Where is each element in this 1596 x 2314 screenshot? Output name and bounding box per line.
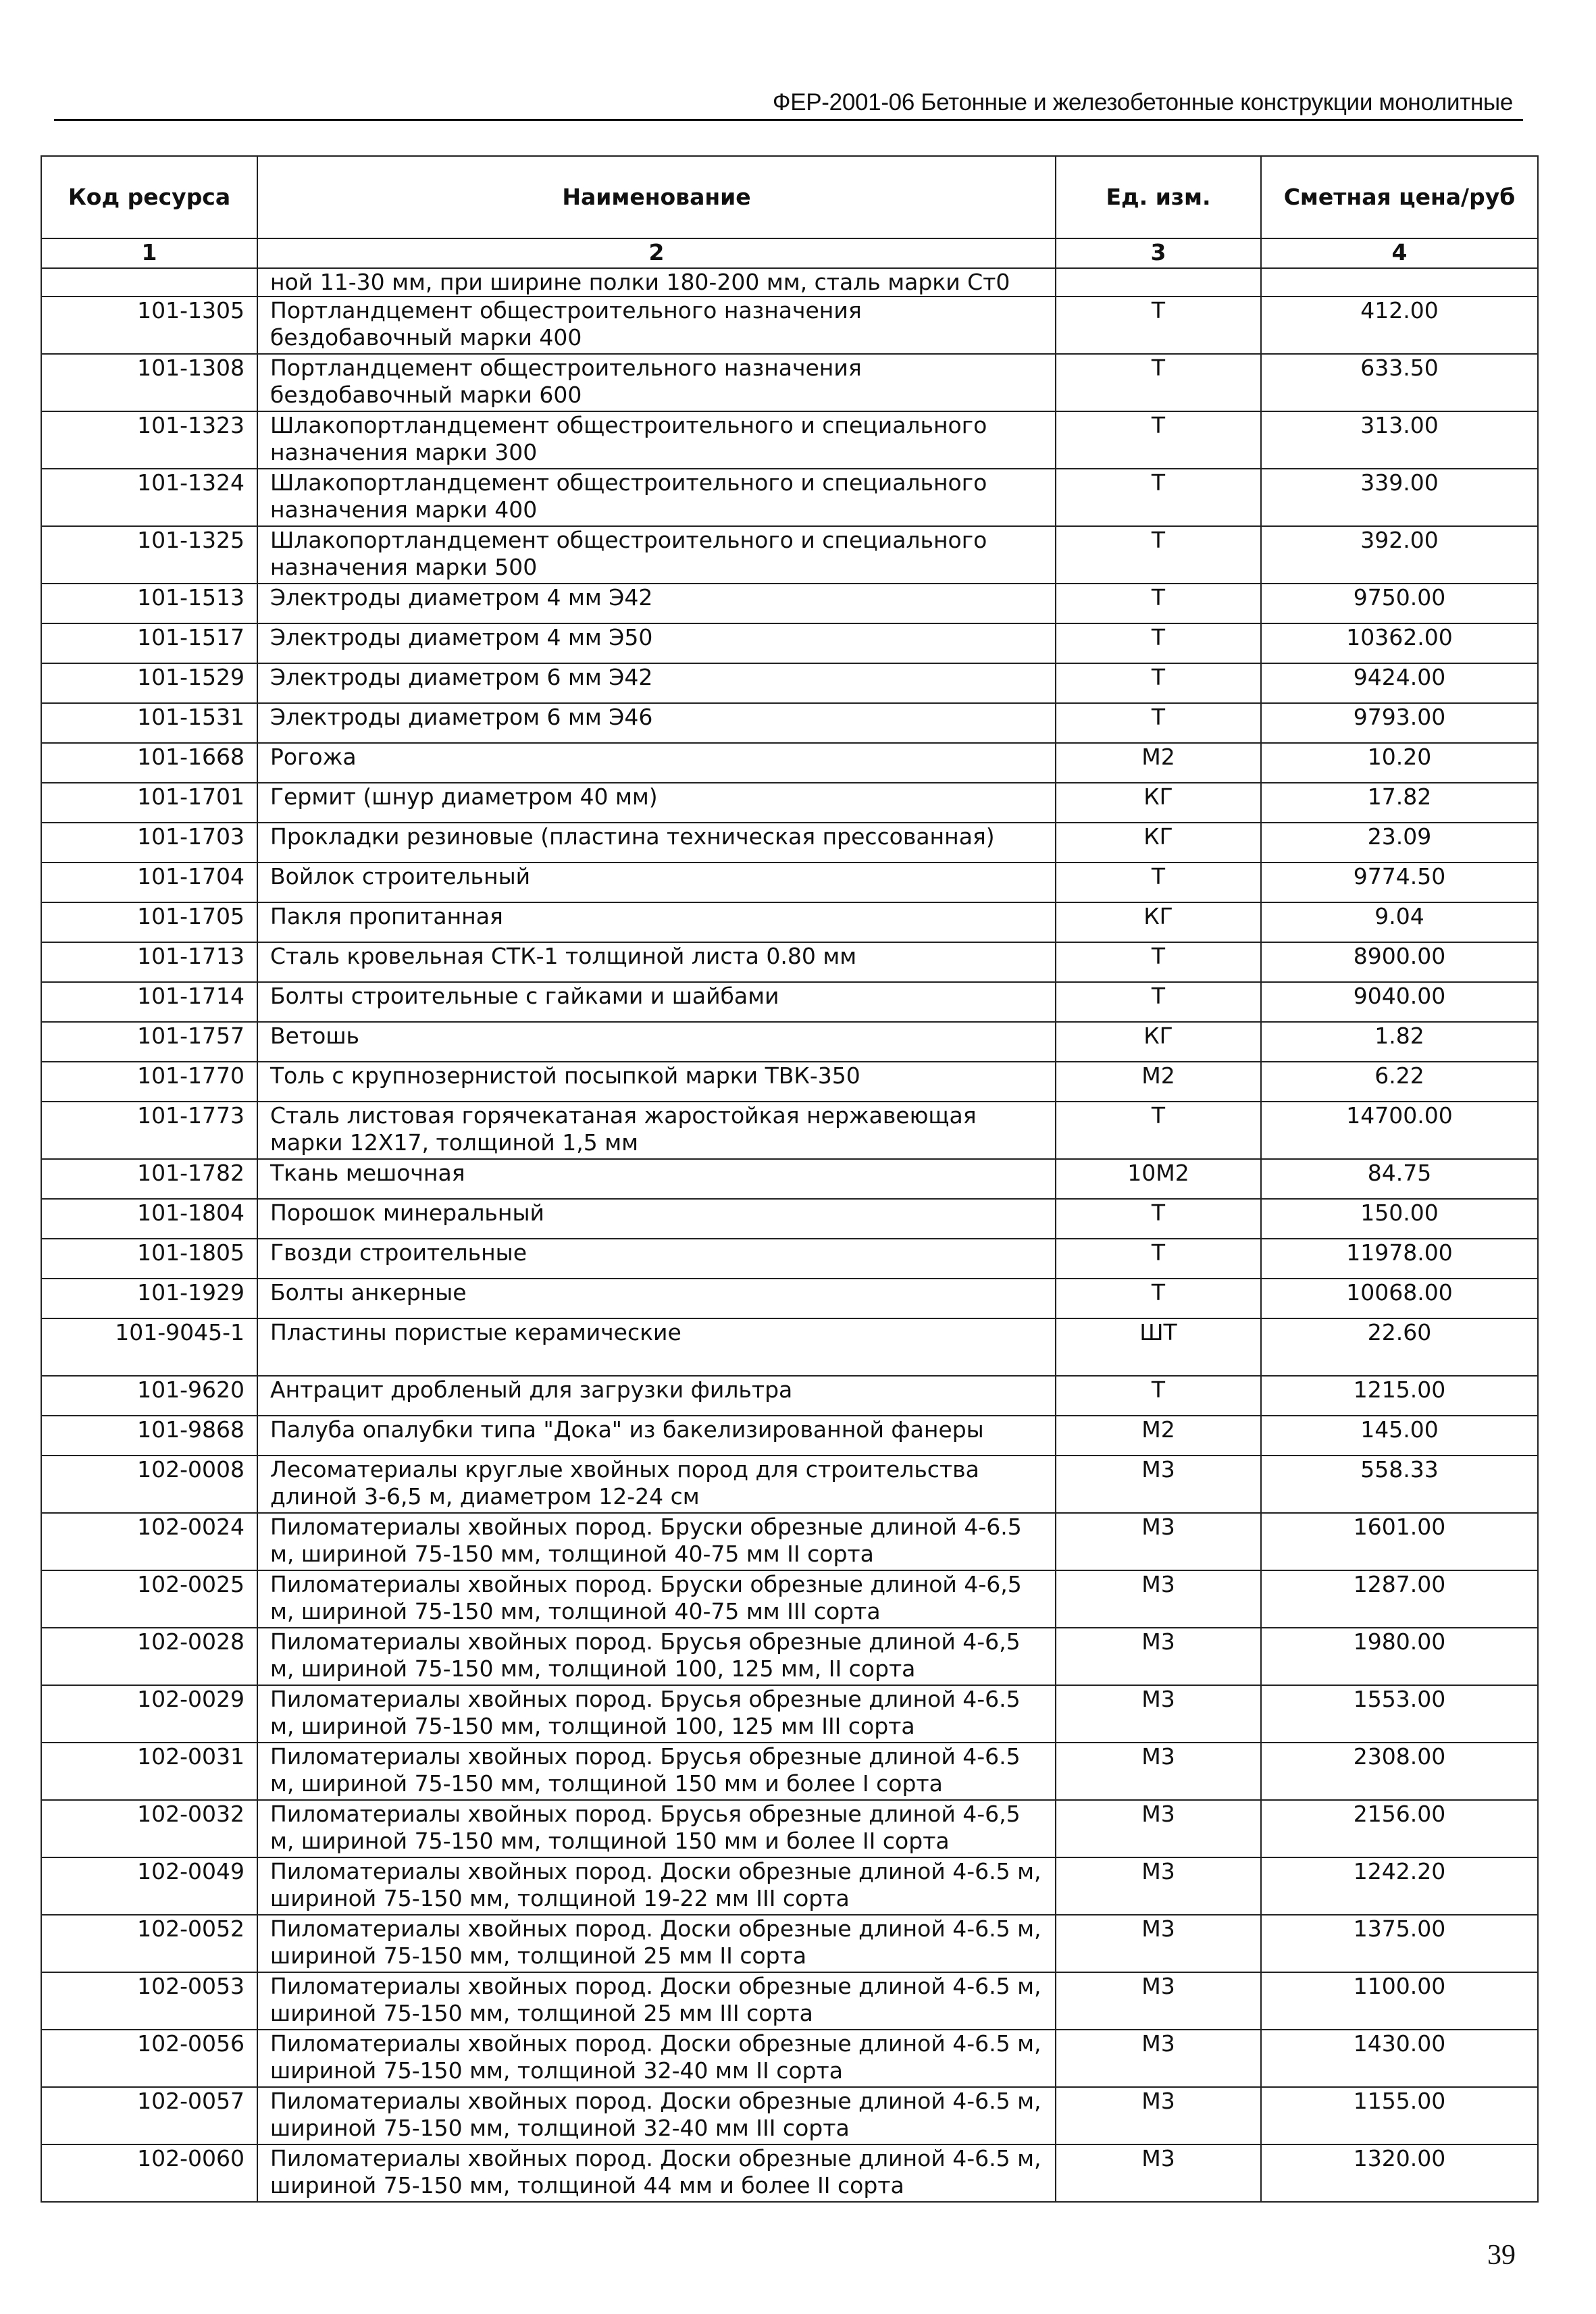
resource-price: 84.75 (1261, 1159, 1538, 1199)
table-row (41, 1279, 1538, 1318)
resource-price: 1155.00 (1261, 2087, 1538, 2144)
resource-name: Портландцемент общестроительного назначения бездобавочный марки 400 (257, 297, 1056, 354)
resource-name: Рогожа (257, 743, 1056, 783)
resource-code: 102-0060 (41, 2144, 257, 2202)
resource-price: 1100.00 (1261, 1972, 1538, 2030)
resource-code: 102-0028 (41, 1628, 257, 1685)
resource-unit: Т (1056, 411, 1261, 469)
resource-unit: Т (1056, 1279, 1261, 1318)
col-num-4: 4 (1261, 238, 1538, 268)
col-header-price: Сметная цена/руб (1261, 156, 1538, 238)
resource-price: 1553.00 (1261, 1685, 1538, 1743)
resource-code: 101-1929 (41, 1279, 257, 1318)
resource-price: 8900.00 (1261, 942, 1538, 982)
resource-price: 2156.00 (1261, 1800, 1538, 1857)
table-body (41, 268, 1538, 2202)
table-row (41, 297, 1538, 354)
header-title: ФЕР-2001-06 Бетонные и железобетонные конструкции монолитные (772, 89, 1513, 115)
resource-name: Пиломатериалы хвойных пород. Доски обрезные длиной 4-6.5 м, шириной 75-150 мм, толщиной 25 мм III сорта (257, 1972, 1056, 2030)
resource-unit: КГ (1056, 1022, 1261, 1062)
resource-code: 102-0053 (41, 1972, 257, 2030)
resource-code: 102-0032 (41, 1800, 257, 1857)
resource-unit: Т (1056, 623, 1261, 663)
resource-code: 101-1324 (41, 469, 257, 526)
resource-name: Электроды диаметром 4 мм Э42 (257, 584, 1056, 623)
table-row (41, 1199, 1538, 1239)
resource-name: Электроды диаметром 6 мм Э46 (257, 703, 1056, 743)
resource-code: 102-0024 (41, 1513, 257, 1570)
continuation-code-cell (41, 268, 257, 297)
table-row (41, 1915, 1538, 1972)
resource-name: Пиломатериалы хвойных пород. Брусья обрезные длиной 4-6,5 м, шириной 75-150 мм, толщиной 100, 125 мм, II сорта (257, 1628, 1056, 1685)
resource-name: Сталь листовая горячекатаная жаростойкая нержавеющая марки 12Х17, толщиной 1,5 мм (257, 1102, 1056, 1159)
resource-code: 101-1782 (41, 1159, 257, 1199)
resource-unit: М3 (1056, 1915, 1261, 1972)
table-row (41, 2030, 1538, 2087)
resource-price: 10.20 (1261, 743, 1538, 783)
resource-name: Антрацит дробленый для загрузки фильтра (257, 1376, 1056, 1416)
resource-code: 101-1804 (41, 1199, 257, 1239)
resource-name: Ветошь (257, 1022, 1056, 1062)
resource-price: 633.50 (1261, 354, 1538, 411)
resource-unit: М3 (1056, 1800, 1261, 1857)
resource-name: Пакля пропитанная (257, 902, 1056, 942)
table-row (41, 1743, 1538, 1800)
resource-unit: М2 (1056, 1062, 1261, 1102)
resource-unit: М3 (1056, 1628, 1261, 1685)
resource-code: 101-1529 (41, 663, 257, 703)
resource-code: 101-1531 (41, 703, 257, 743)
resource-unit: Т (1056, 1199, 1261, 1239)
continuation-text: ной 11-30 мм, при ширине полки 180-200 мм, сталь марки Ст0 (257, 268, 1056, 297)
col-header-unit: Ед. изм. (1056, 156, 1261, 238)
resource-name: Пиломатериалы хвойных пород. Бруски обрезные длиной 4-6,5 м, шириной 75-150 мм, толщиной 40-75 мм III сорта (257, 1570, 1056, 1628)
page-header (54, 80, 1523, 121)
resource-name: Сталь кровельная СТК-1 толщиной листа 0.80 мм (257, 942, 1056, 982)
table-row (41, 1102, 1538, 1159)
resource-unit: КГ (1056, 783, 1261, 823)
table-row (41, 2087, 1538, 2144)
resource-unit: КГ (1056, 902, 1261, 942)
resource-code: 101-1770 (41, 1062, 257, 1102)
resource-code: 101-1704 (41, 863, 257, 902)
resource-code: 101-1305 (41, 297, 257, 354)
resource-name: Портландцемент общестроительного назначения бездобавочный марки 600 (257, 354, 1056, 411)
resource-price: 1.82 (1261, 1022, 1538, 1062)
col-num-3: 3 (1056, 238, 1261, 268)
table-row (41, 2144, 1538, 2202)
resource-code: 101-1701 (41, 783, 257, 823)
resource-price: 9793.00 (1261, 703, 1538, 743)
resource-code: 101-1757 (41, 1022, 257, 1062)
resource-unit: М3 (1056, 2030, 1261, 2087)
resource-name: Пиломатериалы хвойных пород. Бруски обрезные длиной 4-6.5 м, шириной 75-150 мм, толщиной 40-75 мм II сорта (257, 1513, 1056, 1570)
resource-code: 102-0031 (41, 1743, 257, 1800)
resource-unit: М3 (1056, 1857, 1261, 1915)
resource-price: 14700.00 (1261, 1102, 1538, 1159)
table-row (41, 584, 1538, 623)
resource-unit: Т (1056, 469, 1261, 526)
col-header-name: Наименование (257, 156, 1056, 238)
resource-code: 101-9620 (41, 1376, 257, 1416)
resource-unit: М3 (1056, 2087, 1261, 2144)
table-row (41, 623, 1538, 663)
resource-name: Пиломатериалы хвойных пород. Доски обрезные длиной 4-6.5 м, шириной 75-150 мм, толщиной 19-22 мм III сорта (257, 1857, 1056, 1915)
resource-name: Электроды диаметром 6 мм Э42 (257, 663, 1056, 703)
resource-name: Пиломатериалы хвойных пород. Доски обрезные длиной 4-6.5 м, шириной 75-150 мм, толщиной 44 мм и более II сорта (257, 2144, 1056, 2202)
continuation-row (41, 268, 1538, 297)
resource-unit: М3 (1056, 2144, 1261, 2202)
table-row (41, 1239, 1538, 1279)
resource-code: 101-9045-1 (41, 1318, 257, 1376)
table-row (41, 1972, 1538, 2030)
resource-name: Шлакопортландцемент общестроительного и специального назначения марки 300 (257, 411, 1056, 469)
resource-price: 1980.00 (1261, 1628, 1538, 1685)
table-row (41, 823, 1538, 863)
table-row (41, 1513, 1538, 1570)
resource-price: 2308.00 (1261, 1743, 1538, 1800)
resource-name: Лесоматериалы круглые хвойных пород для строительства длиной 3-6,5 м, диаметром 12-24 см (257, 1456, 1056, 1513)
resource-unit: Т (1056, 663, 1261, 703)
header-row (41, 156, 1538, 238)
resource-price: 17.82 (1261, 783, 1538, 823)
resource-unit: Т (1056, 1376, 1261, 1416)
resource-name: Пиломатериалы хвойных пород. Брусья обрезные длиной 4-6.5 м, шириной 75-150 мм, толщиной 150 мм и более I сорта (257, 1743, 1056, 1800)
resource-code: 101-1517 (41, 623, 257, 663)
resource-code: 101-1705 (41, 902, 257, 942)
resource-code: 102-0025 (41, 1570, 257, 1628)
table-row (41, 863, 1538, 902)
resource-name: Шлакопортландцемент общестроительного и специального назначения марки 500 (257, 526, 1056, 584)
resource-name: Пиломатериалы хвойных пород. Доски обрезные длиной 4-6.5 м, шириной 75-150 мм, толщиной 32-40 мм III сорта (257, 2087, 1056, 2144)
resource-code: 101-1323 (41, 411, 257, 469)
resource-price: 9774.50 (1261, 863, 1538, 902)
resource-name: Пиломатериалы хвойных пород. Доски обрезные длиной 4-6.5 м, шириной 75-150 мм, толщиной 25 мм II сорта (257, 1915, 1056, 1972)
resource-unit: Т (1056, 354, 1261, 411)
resource-name: Толь с крупнозернистой посыпкой марки ТВК-350 (257, 1062, 1056, 1102)
resource-name: Войлок строительный (257, 863, 1056, 902)
resource-name: Гермит (шнур диаметром 40 мм) (257, 783, 1056, 823)
resource-unit: М3 (1056, 1743, 1261, 1800)
table-row (41, 526, 1538, 584)
resource-name: Ткань мешочная (257, 1159, 1056, 1199)
resource-price: 1375.00 (1261, 1915, 1538, 1972)
resource-price: 23.09 (1261, 823, 1538, 863)
table-row (41, 354, 1538, 411)
resource-unit: М2 (1056, 1416, 1261, 1456)
table-row (41, 1857, 1538, 1915)
resource-unit: М3 (1056, 1456, 1261, 1513)
resource-price: 1287.00 (1261, 1570, 1538, 1628)
table-row (41, 1570, 1538, 1628)
table-row (41, 1628, 1538, 1685)
resource-unit: Т (1056, 1102, 1261, 1159)
resource-unit: Т (1056, 526, 1261, 584)
resource-price: 9750.00 (1261, 584, 1538, 623)
table-row (41, 663, 1538, 703)
resource-code: 102-0049 (41, 1857, 257, 1915)
resource-price: 145.00 (1261, 1416, 1538, 1456)
table-row (41, 1159, 1538, 1199)
resource-unit: Т (1056, 1239, 1261, 1279)
resource-code: 101-1773 (41, 1102, 257, 1159)
resource-unit: М3 (1056, 1513, 1261, 1570)
resource-code: 101-1513 (41, 584, 257, 623)
resource-unit: М3 (1056, 1570, 1261, 1628)
resource-name: Шлакопортландцемент общестроительного и специального назначения марки 400 (257, 469, 1056, 526)
resource-price: 11978.00 (1261, 1239, 1538, 1279)
resource-unit: М3 (1056, 1685, 1261, 1743)
resource-code: 101-1325 (41, 526, 257, 584)
resource-price: 392.00 (1261, 526, 1538, 584)
resource-name: Пластины пористые керамические (257, 1318, 1056, 1376)
resource-price: 9040.00 (1261, 982, 1538, 1022)
table-row (41, 1062, 1538, 1102)
resource-code: 101-9868 (41, 1416, 257, 1456)
table-row (41, 1800, 1538, 1857)
resource-name: Палуба опалубки типа "Дока" из бакелизированной фанеры (257, 1416, 1056, 1456)
resource-name: Порошок минеральный (257, 1199, 1056, 1239)
resource-unit: М2 (1056, 743, 1261, 783)
resource-unit: Т (1056, 297, 1261, 354)
resource-price: 150.00 (1261, 1199, 1538, 1239)
resource-price: 9.04 (1261, 902, 1538, 942)
continuation-price-cell (1261, 268, 1538, 297)
resource-code: 101-1308 (41, 354, 257, 411)
resource-name: Электроды диаметром 4 мм Э50 (257, 623, 1056, 663)
table-row (41, 1416, 1538, 1456)
resource-code: 102-0052 (41, 1915, 257, 1972)
resource-name: Болты анкерные (257, 1279, 1056, 1318)
resource-price: 339.00 (1261, 469, 1538, 526)
resource-unit: Т (1056, 942, 1261, 982)
col-num-1: 1 (41, 238, 257, 268)
table-row (41, 1318, 1538, 1376)
resource-name: Пиломатериалы хвойных пород. Доски обрезные длиной 4-6.5 м, шириной 75-150 мм, толщиной 32-40 мм II сорта (257, 2030, 1056, 2087)
resource-price: 22.60 (1261, 1318, 1538, 1376)
resource-name: Прокладки резиновые (пластина техническая прессованная) (257, 823, 1056, 863)
resource-price: 558.33 (1261, 1456, 1538, 1513)
resource-price: 1215.00 (1261, 1376, 1538, 1416)
resource-name: Гвозди строительные (257, 1239, 1056, 1279)
resource-code: 102-0029 (41, 1685, 257, 1743)
page-number: 39 (1487, 2240, 1516, 2271)
resource-code: 102-0057 (41, 2087, 257, 2144)
resource-name: Пиломатериалы хвойных пород. Брусья обрезные длиной 4-6,5 м, шириной 75-150 мм, толщиной 150 мм и более II сорта (257, 1800, 1056, 1857)
table-row (41, 982, 1538, 1022)
table-row (41, 1456, 1538, 1513)
resource-unit: Т (1056, 863, 1261, 902)
table-row (41, 703, 1538, 743)
table-row (41, 942, 1538, 982)
resource-price: 10068.00 (1261, 1279, 1538, 1318)
resource-unit: 10М2 (1056, 1159, 1261, 1199)
col-num-2: 2 (257, 238, 1056, 268)
continuation-unit-cell (1056, 268, 1261, 297)
table-row (41, 783, 1538, 823)
resource-unit: Т (1056, 982, 1261, 1022)
table-row (41, 411, 1538, 469)
table-row (41, 743, 1538, 783)
resource-code: 101-1668 (41, 743, 257, 783)
col-header-code: Код ресурса (41, 156, 257, 238)
table-row (41, 1376, 1538, 1416)
resource-unit: Т (1056, 703, 1261, 743)
resource-name: Пиломатериалы хвойных пород. Брусья обрезные длиной 4-6.5 м, шириной 75-150 мм, толщиной 100, 125 мм III сорта (257, 1685, 1056, 1743)
resource-code: 101-1713 (41, 942, 257, 982)
resource-price: 313.00 (1261, 411, 1538, 469)
table-row (41, 1685, 1538, 1743)
resource-unit: КГ (1056, 823, 1261, 863)
table-row (41, 469, 1538, 526)
resource-unit: Т (1056, 584, 1261, 623)
column-number-row (41, 238, 1538, 268)
resource-unit: М3 (1056, 1972, 1261, 2030)
price-table (41, 155, 1539, 2203)
resource-price: 1242.20 (1261, 1857, 1538, 1915)
resource-price: 1320.00 (1261, 2144, 1538, 2202)
resource-name: Болты строительные с гайками и шайбами (257, 982, 1056, 1022)
resource-price: 10362.00 (1261, 623, 1538, 663)
table-row (41, 1022, 1538, 1062)
resource-price: 1601.00 (1261, 1513, 1538, 1570)
resource-code: 102-0008 (41, 1456, 257, 1513)
resource-code: 101-1805 (41, 1239, 257, 1279)
resource-code: 101-1714 (41, 982, 257, 1022)
resource-price: 1430.00 (1261, 2030, 1538, 2087)
resource-price: 9424.00 (1261, 663, 1538, 703)
resource-code: 101-1703 (41, 823, 257, 863)
resource-unit: ШТ (1056, 1318, 1261, 1376)
resource-price: 6.22 (1261, 1062, 1538, 1102)
table-row (41, 902, 1538, 942)
resource-price: 412.00 (1261, 297, 1538, 354)
resource-code: 102-0056 (41, 2030, 257, 2087)
